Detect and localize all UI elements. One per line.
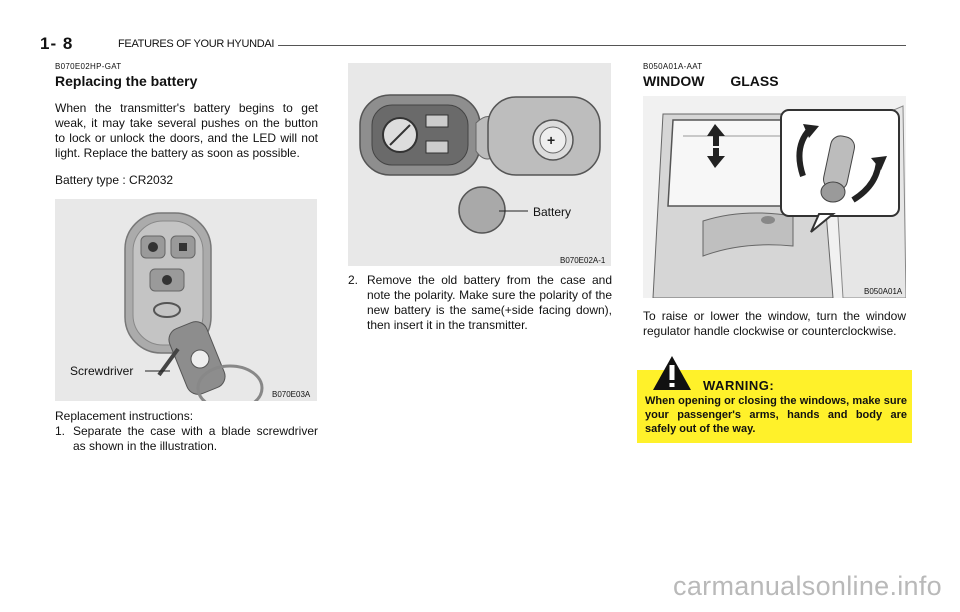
left-heading: Replacing the battery: [55, 73, 198, 89]
open-fob-illustration: [348, 63, 611, 266]
section-title: FEATURES OF YOUR HYUNDAI: [118, 38, 275, 50]
middle-figure-code: B070E02A-1: [560, 256, 606, 265]
left-figure-code: B070E03A: [272, 390, 311, 399]
warning-triangle-icon: [652, 355, 692, 391]
step1-number: 1.: [55, 424, 66, 438]
window-figure: [643, 96, 906, 298]
door-window-illustration: [643, 96, 906, 298]
page-number: 1- 8: [40, 34, 74, 53]
step2-text: Remove the old battery from the case and note the polarity. Make sure the polarity of the new battery is the same(+side facing down), then insert it in the transmitter.: [367, 273, 612, 332]
left-body: When the transmitter's battery begins to get weak, it may take several pushes on the button to lock or unlock the doors, and the LED will not light. Replace the battery as soon as possible.: [55, 101, 318, 160]
svg-text:+: +: [547, 132, 556, 148]
right-section-code: B050A01A-AAT: [643, 62, 703, 71]
step1-text: Separate the case with a blade screwdriver as shown in the illustration.: [73, 424, 318, 453]
window-body: To raise or lower the window, turn the window regulator handle clockwise or counterclockwise.: [643, 309, 906, 338]
left-section-code: B070E02HP-GAT: [55, 62, 122, 71]
battery-figure: [348, 63, 611, 266]
warning-text: When opening or closing the windows, make sure your passenger's arms, hands and body are safely out of the way.: [645, 395, 907, 435]
warning-title: WARNING:: [703, 378, 775, 393]
header-rule: [278, 45, 906, 46]
screwdriver-label: Screwdriver: [70, 364, 134, 378]
instructions-title: Replacement instructions:: [55, 409, 194, 423]
step2-number: 2.: [348, 273, 359, 287]
right-heading: WINDOW GLASS: [643, 73, 779, 89]
watermark: carmanualsonline.info: [673, 571, 942, 601]
battery-type: Battery type : CR2032: [55, 173, 174, 187]
battery-label: Battery: [533, 205, 572, 219]
right-figure-code: B050A01A: [864, 287, 903, 296]
